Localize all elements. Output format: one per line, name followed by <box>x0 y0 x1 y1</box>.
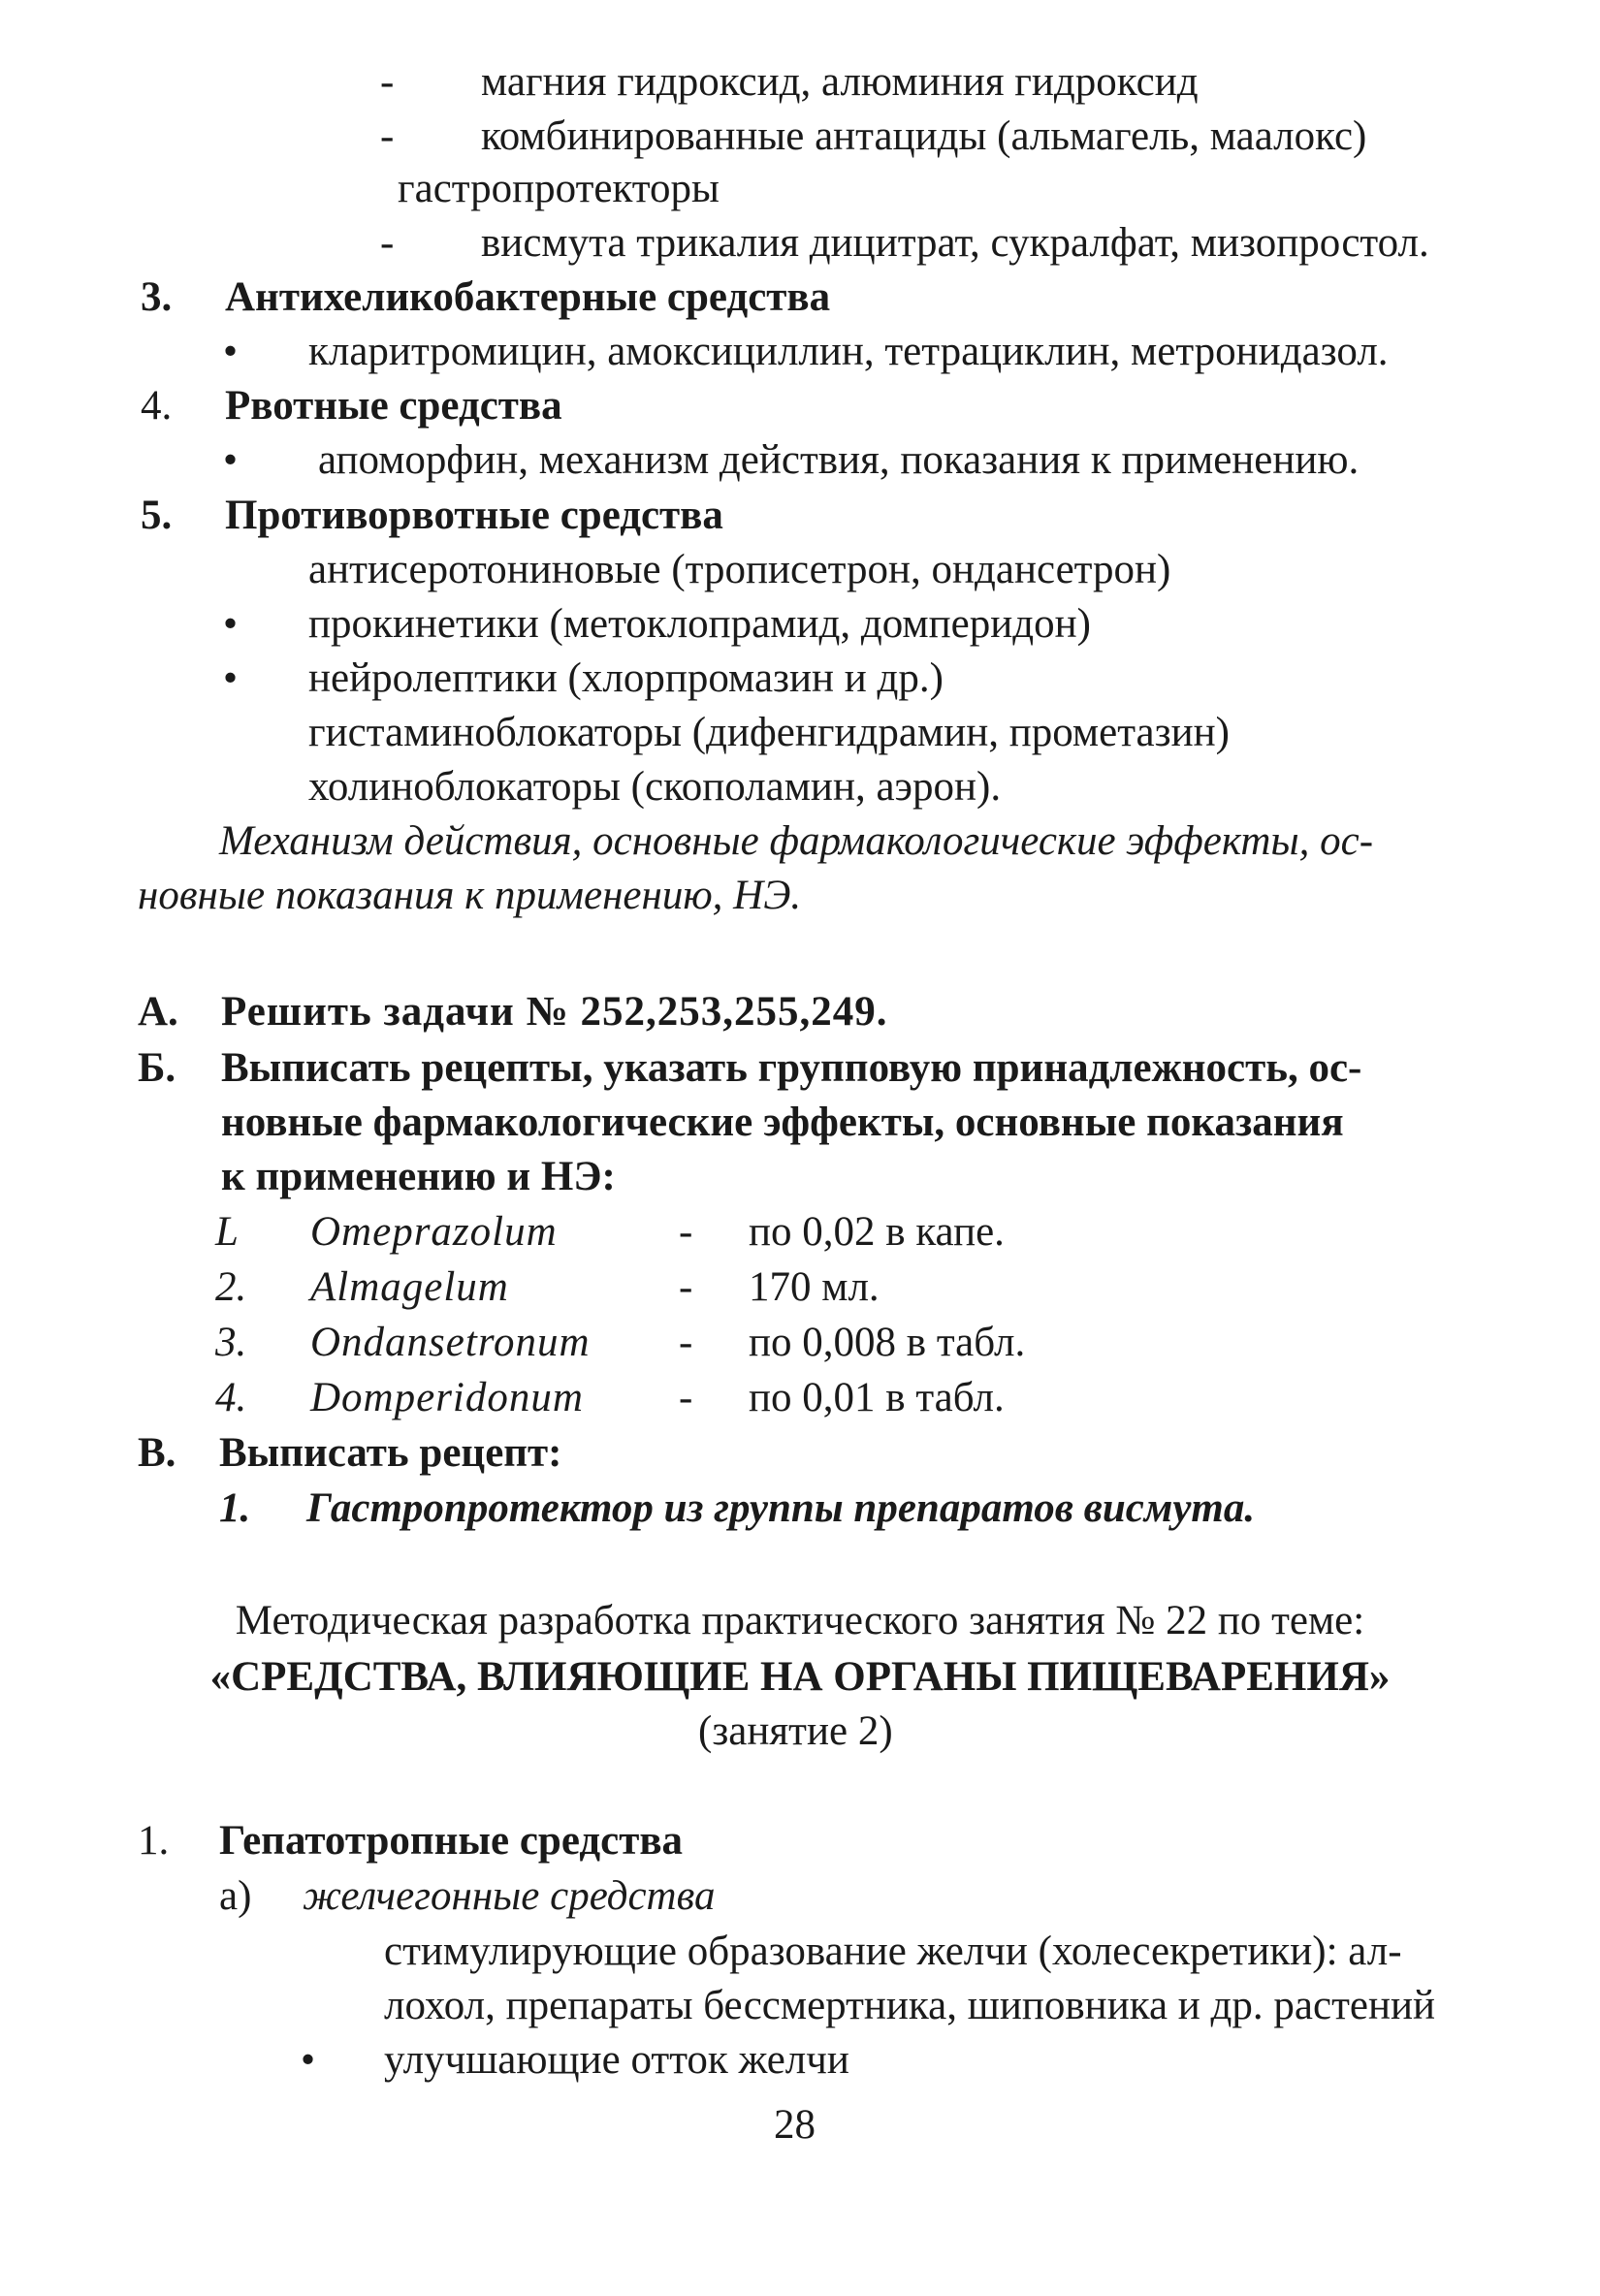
list-item-text: стимулирующие образование желчи (холесекретики): ал- <box>384 1929 1402 1974</box>
section-number: 3. <box>141 274 173 320</box>
section-title: Противорвотные средства <box>225 493 723 538</box>
method-header-line: Методическая разработка практического занятия № 22 по теме: <box>235 1598 1365 1643</box>
recipe-dose: по 0,008 в табл. <box>749 1320 1026 1365</box>
subsection-letter: а) <box>219 1873 252 1919</box>
list-item-text: лохол, препараты бессмертника, шиповника и др. растений <box>384 1983 1436 2028</box>
task-sub-text: Гастропротектор из группы препаратов висмута. <box>306 1485 1256 1531</box>
recipe-number: 4. <box>215 1375 247 1420</box>
recipe-dose: по 0,02 в капе. <box>749 1209 1005 1255</box>
list-item-text: холиноблокаторы (скополамин, аэрон). <box>308 764 1002 810</box>
page-number: 28 <box>774 2102 816 2148</box>
gastroprotectors-label: гастропротекторы <box>398 166 720 211</box>
task-text: Выписать рецепт: <box>219 1430 562 1476</box>
bullet: • <box>223 437 239 483</box>
mechanism-note: Механизм действия, основные фармакологические эффекты, ос- <box>219 818 1374 864</box>
recipe-dash: - <box>679 1375 693 1420</box>
task-text: Выписать рецепты, указать групповую принадлежность, ос- <box>221 1045 1362 1091</box>
section-number: 4. <box>141 383 173 429</box>
list-item-text: комбинированные антациды (альмагель, маалокс) <box>481 113 1367 159</box>
method-header-subtitle: (занятие 2) <box>698 1708 893 1754</box>
list-item-text: гистаминоблокаторы (дифенгидрамин, прометазин) <box>308 710 1230 755</box>
method-header-title: «СРЕДСТВА, ВЛИЯЮЩИЕ НА ОРГАНЫ ПИЩЕВАРЕНИЯ» <box>209 1654 1391 1700</box>
recipe-dose: по 0,01 в табл. <box>749 1375 1005 1420</box>
dash-marker: - <box>380 220 395 266</box>
recipe-dash: - <box>679 1264 693 1310</box>
recipe-drug-name: Ondansetronum <box>310 1320 591 1365</box>
recipe-number: 2. <box>215 1264 247 1310</box>
section-number: 5. <box>141 493 173 538</box>
section-title: Рвотные средства <box>225 383 562 429</box>
mechanism-note: новные показания к применению, НЭ. <box>138 873 802 918</box>
section-title: Антихеликобактерные средства <box>225 274 831 320</box>
section-title: Гепатотропные средства <box>219 1818 684 1864</box>
recipe-dash: - <box>679 1320 693 1365</box>
list-item-text: апоморфин, механизм действия, показания к применению. <box>318 437 1360 483</box>
dash-marker: - <box>380 59 395 105</box>
task-text: новные фармакологические эффекты, основные показания <box>221 1100 1344 1145</box>
list-item-text: улучшающие отток желчи <box>384 2037 849 2083</box>
list-item-text: прокинетики (метоклопрамид, домперидон) <box>308 601 1091 647</box>
list-item-text: висмута трикалия дицитрат, сукралфат, мизопростол. <box>481 220 1429 266</box>
recipe-dose: 170 мл. <box>749 1264 880 1310</box>
subsection-title: желчегонные средства <box>303 1873 716 1919</box>
bullet: • <box>223 329 239 374</box>
task-letter: Б. <box>138 1045 176 1091</box>
recipe-drug-name: Domperidonum <box>310 1375 584 1420</box>
recipe-drug-name: Almagelum <box>310 1264 509 1310</box>
task-letter: В. <box>138 1430 176 1476</box>
bullet: • <box>301 2037 316 2083</box>
task-sub-number: 1. <box>219 1485 251 1531</box>
list-item-text: нейролептики (хлорпромазин и др.) <box>308 655 944 701</box>
bullet: • <box>223 601 239 647</box>
section-number: 1. <box>138 1818 170 1864</box>
task-text: Решить задачи № 252,253,255,249. <box>221 989 888 1035</box>
list-item-text: антисеротониновые (трописетрон, ондансетрон) <box>308 547 1171 592</box>
task-text: к применению и НЭ: <box>221 1154 616 1199</box>
bullet: • <box>223 655 239 701</box>
recipe-drug-name: Omeprazolum <box>310 1209 558 1255</box>
task-letter: А. <box>138 989 178 1035</box>
list-item-text: магния гидроксид, алюминия гидроксид <box>481 59 1199 105</box>
recipe-number: L <box>215 1209 239 1255</box>
dash-marker: - <box>380 113 395 159</box>
recipe-dash: - <box>679 1209 693 1255</box>
recipe-number: 3. <box>215 1320 247 1365</box>
list-item-text: кларитромицин, амоксициллин, тетрациклин, метронидазол. <box>308 329 1389 374</box>
